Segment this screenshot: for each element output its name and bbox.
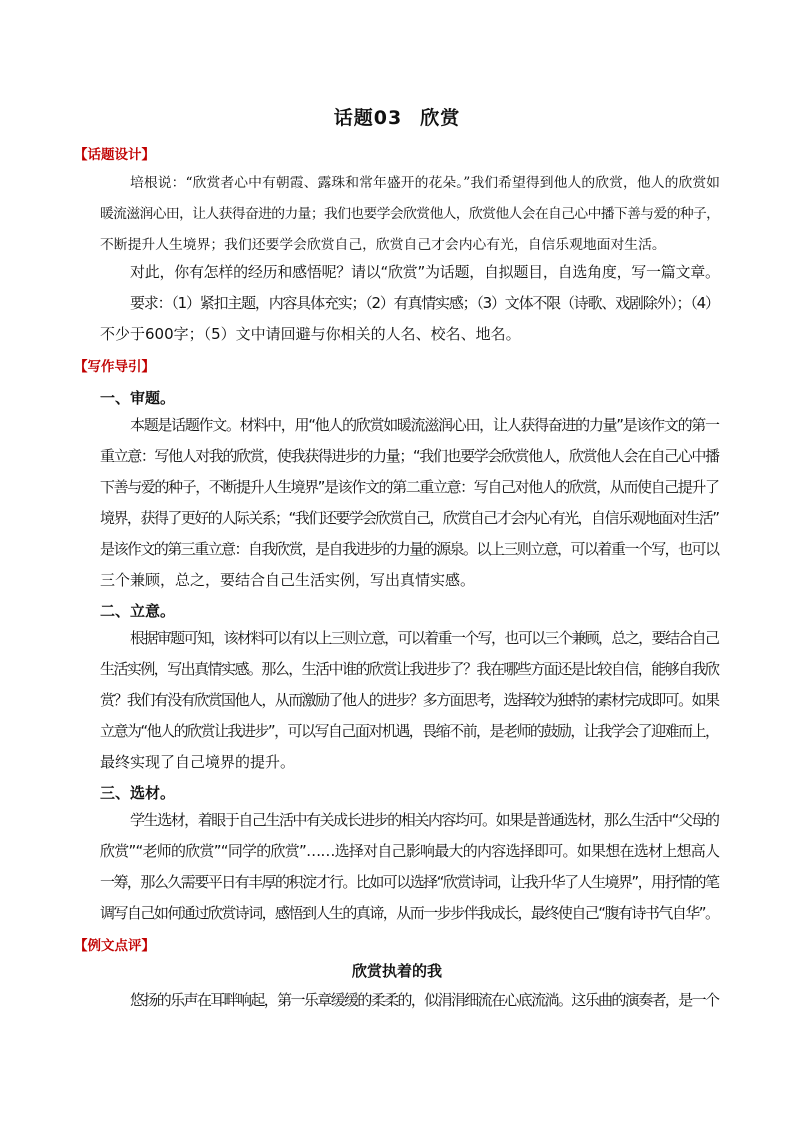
tag-topic-design: 【话题设计】 <box>74 147 155 163</box>
analysis-line: 本题是话题作文。材料中，用“他人的欣赏如暖流滋润心田，让人获得奋进的力量”是该作文的第一 <box>130 416 719 434</box>
guide-material <box>100 805 720 929</box>
title-sub: 欣赏 <box>420 107 461 129</box>
analysis-line: 下善与爱的种子，不断提升人生境界”是该作文的第二重立意：写自己对他人的欣赏，从而使自己提升了 <box>100 478 719 496</box>
quote-line: 不断提升人生境界；我们还要学会欣赏自己，欣赏自己才会内心有光，自信乐观地面对生活。 <box>100 237 666 253</box>
design-prompt <box>100 257 720 288</box>
theme-line: 生活实例，写出真情实感。那么，生活中谁的欣赏让我进步了？我在哪些方面还是比较自信，能够自我欣 <box>100 660 719 678</box>
analysis-line: 三个兼顾，总之，要结合自己生活实例，写出真情实感。 <box>100 571 476 589</box>
analysis-line: 是该作文的第三重立意：自我欣赏，是自我进步的力量的源泉。以上三则立意，可以着重一个写，也可以 <box>100 540 719 558</box>
page-title <box>0 103 794 130</box>
heading-material: 三、选材。 <box>100 784 176 802</box>
quote-line: 暖流滋润心田，让人获得奋进的力量；我们也要学会欣赏他人，欣赏他人会在自己心中播下善与爱的种子， <box>100 206 720 222</box>
theme-line: 赏？我们有没有欣赏国他人，从而激励了他人的进步？多方面思考，选择较为独特的素材完成即可。如果 <box>100 691 719 709</box>
analysis-line: 境界，获得了更好的人际关系；“我们还要学会欣赏自己，欣赏自己才会内心有光，自信乐观地面对生活” <box>100 509 719 527</box>
essay-body <box>100 985 720 1016</box>
material-line: 欣赏”“老师的欣赏”“同学的欣赏”……选择对自己影响最大的内容选择即可。如果想在选材上想高人 <box>100 842 720 860</box>
analysis-line: 重立意：写他人对我的欣赏，使我获得进步的力量；“我们也要学会欣赏他人，欣赏他人会在自己心中播 <box>100 447 719 465</box>
quote-line: 培根说：“欣赏者心中有朝霞、露珠和常年盛开的花朵。”我们希望得到他人的欣赏，他人的欣赏如 <box>130 175 721 191</box>
theme-line: 根据审题可知，该材料可以有以上三则立意，可以着重一个写，也可以三个兼顾，总之，要结合自己 <box>130 629 719 647</box>
material-line: 一筹，那么久需要平日有丰厚的积淀才行。比如可以选择“欣赏诗词，让我升华了人生境界”，用抒情的笔 <box>100 873 719 891</box>
heading-analysis: 一、审题。 <box>100 389 176 407</box>
heading-theme: 二、立意。 <box>100 602 176 620</box>
material-line: 调写自己如何通过欣赏诗词，感悟到人生的真谛，从而一步步伴我成长，最终使自己“腹有诗书气自华”。 <box>100 904 719 922</box>
essay-line: 悠扬的乐声在耳畔响起，第一乐章缓缓的柔柔的，似涓涓细流在心底流淌。这乐曲的演奏者，是一个 <box>130 991 719 1009</box>
theme-line: 立意为“他人的欣赏让我进步”，可以写自己面对机遇，畏缩不前，是老师的鼓励，让我学会了迎难而上， <box>100 722 719 740</box>
prompt-line: 对此，你有怎样的经历和感悟呢？请以“欣赏”为话题，自拟题目，自选角度，写一篇文章。 <box>130 263 720 281</box>
design-requirements <box>100 288 720 350</box>
material-line: 学生选材，着眼于自己生活中有关成长进步的相关内容均可。如果是普通选材，那么生活中“父母的 <box>130 811 719 829</box>
title-main: 话题03 <box>333 107 403 129</box>
design-quote <box>100 168 720 261</box>
tag-example-review: 【例文点评】 <box>74 938 155 954</box>
requirement-line: 要求：（1）紧扣主题，内容具体充实；（2）有真情实感；（3）文体不限（诗歌、戏剧除外）；（4） <box>130 294 719 312</box>
requirement-line: 不少于600字；（5）文中请回避与你相关的人名、校名、地名。 <box>100 325 521 343</box>
theme-line: 最终实现了自己境界的提升。 <box>100 753 296 771</box>
essay-title: 欣赏执着的我 <box>351 962 442 980</box>
guide-analysis <box>100 410 720 596</box>
tag-writing-guide: 【写作导引】 <box>74 359 155 375</box>
guide-theme <box>100 623 720 778</box>
